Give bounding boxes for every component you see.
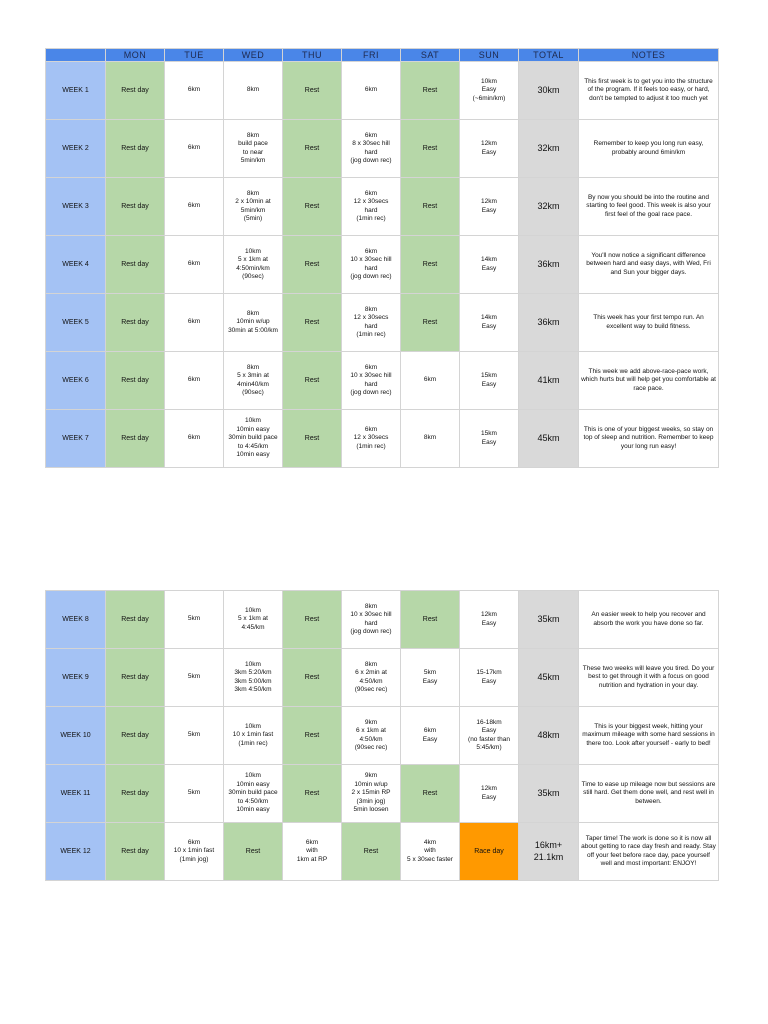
total-cell: 32km	[519, 120, 579, 178]
week-row	[46, 707, 719, 765]
notes-cell: This week has your first tempo run. An excellent way to build fitness.	[579, 294, 719, 352]
sun-cell: 12km Easy	[460, 765, 519, 823]
week-label: WEEK 8	[46, 591, 106, 649]
sat-cell: 6km	[401, 352, 460, 410]
sun-cell: 12km Easy	[460, 120, 519, 178]
notes-cell: Remember to keep you long run easy, probably around 6min/km	[579, 120, 719, 178]
thu-cell: Rest	[283, 707, 342, 765]
week-label: WEEK 7	[46, 410, 106, 468]
header-row	[46, 49, 719, 62]
header-thu: THU	[283, 49, 342, 62]
wed-cell: 8km 5 x 3min at 4min40/km (90sec)	[224, 352, 283, 410]
header-sat: SAT	[401, 49, 460, 62]
week-row	[46, 649, 719, 707]
mon-cell: Rest day	[106, 707, 165, 765]
mon-cell: Rest day	[106, 352, 165, 410]
tue-cell: 6km	[165, 62, 224, 120]
thu-cell: Rest	[283, 410, 342, 468]
total-cell: 35km	[519, 591, 579, 649]
thu-cell: Rest	[283, 236, 342, 294]
wed-cell: 10km 5 x 1km at 4:45/km	[224, 591, 283, 649]
week-label: WEEK 6	[46, 352, 106, 410]
sun-cell: 12km Easy	[460, 178, 519, 236]
total-cell: 45km	[519, 410, 579, 468]
fri-cell: 8km 10 x 30sec hill hard (jog down rec)	[342, 591, 401, 649]
sun-cell: 16-18km Easy (no faster than 5:45/km)	[460, 707, 519, 765]
sat-cell: Rest	[401, 120, 460, 178]
total-cell: 45km	[519, 649, 579, 707]
fri-cell: 9km 10min w/up 2 x 15min RP (3min jog) 5min loosen	[342, 765, 401, 823]
mon-cell: Rest day	[106, 649, 165, 707]
tue-cell: 6km	[165, 410, 224, 468]
week-label: WEEK 9	[46, 649, 106, 707]
tue-cell: 6km	[165, 120, 224, 178]
total-cell: 41km	[519, 352, 579, 410]
thu-cell: Rest	[283, 294, 342, 352]
fri-cell: 8km 12 x 30secs hard (1min rec)	[342, 294, 401, 352]
mon-cell: Rest day	[106, 823, 165, 881]
wed-cell: 10km 5 x 1km at 4:50min/km (90sec)	[224, 236, 283, 294]
mon-cell: Rest day	[106, 120, 165, 178]
fri-cell: 6km	[342, 62, 401, 120]
wed-cell: 10km 10min easy 30min build pace to 4:50/km 10min easy	[224, 765, 283, 823]
tue-cell: 6km	[165, 294, 224, 352]
week-row	[46, 236, 719, 294]
total-cell: 48km	[519, 707, 579, 765]
week-row	[46, 410, 719, 468]
tue-cell: 6km	[165, 352, 224, 410]
mon-cell: Rest day	[106, 591, 165, 649]
tue-cell: 6km	[165, 236, 224, 294]
sat-cell: Rest	[401, 236, 460, 294]
tue-cell: 6km	[165, 178, 224, 236]
mon-cell: Rest day	[106, 236, 165, 294]
notes-cell: Time to ease up mileage now but sessions are still hard. Get them done well, and rest well in between.	[579, 765, 719, 823]
sun-cell: 12km Easy	[460, 591, 519, 649]
wed-cell: 8km 2 x 10min at 5min/km (5min)	[224, 178, 283, 236]
header-wed: WED	[224, 49, 283, 62]
sun-cell: 10km Easy (~6min/km)	[460, 62, 519, 120]
mon-cell: Rest day	[106, 765, 165, 823]
tue-cell: 5km	[165, 649, 224, 707]
notes-cell: You'll now notice a significant difference between hard and easy days, with Wed, Fri and Sun your bigger days.	[579, 236, 719, 294]
sat-cell: 6km Easy	[401, 707, 460, 765]
week-label: WEEK 10	[46, 707, 106, 765]
total-cell: 16km+ 21.1km	[519, 823, 579, 881]
sun-cell: 15km Easy	[460, 410, 519, 468]
notes-cell: This is your biggest week, hitting your maximum mileage with some hard sessions in there too. Look after yourself - early to bed!	[579, 707, 719, 765]
fri-cell: 9km 6 x 1km at 4:50/km (90sec rec)	[342, 707, 401, 765]
notes-cell: This first week is to get you into the structure of the program. If it feels too easy, or hard, don't be tempted to adjust it too much yet	[579, 62, 719, 120]
week-row	[46, 294, 719, 352]
week-label: WEEK 1	[46, 62, 106, 120]
total-cell: 30km	[519, 62, 579, 120]
week-row	[46, 823, 719, 881]
sun-cell: 15km Easy	[460, 352, 519, 410]
total-cell: 32km	[519, 178, 579, 236]
fri-cell: Rest	[342, 823, 401, 881]
week-row	[46, 120, 719, 178]
header-tue: TUE	[165, 49, 224, 62]
header-notes: NOTES	[579, 49, 719, 62]
wed-cell: Rest	[224, 823, 283, 881]
sun-cell: 14km Easy	[460, 236, 519, 294]
thu-cell: Rest	[283, 352, 342, 410]
week-label: WEEK 12	[46, 823, 106, 881]
race-day-cell: Race day	[460, 823, 519, 881]
header-week	[46, 49, 106, 62]
thu-cell: Rest	[283, 178, 342, 236]
week-label: WEEK 5	[46, 294, 106, 352]
sat-cell: 4km with 5 x 30sec faster	[401, 823, 460, 881]
wed-cell: 8km build pace to near 5min/km	[224, 120, 283, 178]
tue-cell: 6km 10 x 1min fast (1min jog)	[165, 823, 224, 881]
fri-cell: 6km 10 x 30sec hill hard (jog down rec)	[342, 236, 401, 294]
thu-cell: 6km with 1km at RP	[283, 823, 342, 881]
notes-cell: These two weeks will leave you tired. Do your best to get through it with a focus on good nutrition and hydration in your day.	[579, 649, 719, 707]
fri-cell: 6km 12 x 30secs hard (1min rec)	[342, 178, 401, 236]
total-cell: 36km	[519, 236, 579, 294]
sat-cell: Rest	[401, 294, 460, 352]
sat-cell: Rest	[401, 178, 460, 236]
week-row	[46, 591, 719, 649]
fri-cell: 6km 8 x 30sec hill hard (jog down rec)	[342, 120, 401, 178]
week-row	[46, 352, 719, 410]
sat-cell: Rest	[401, 62, 460, 120]
header-mon: MON	[106, 49, 165, 62]
notes-cell: By now you should be into the routine and starting to feel good. This week is also your first feel of the goal race pace.	[579, 178, 719, 236]
tue-cell: 5km	[165, 591, 224, 649]
thu-cell: Rest	[283, 62, 342, 120]
fri-cell: 6km 12 x 30secs (1min rec)	[342, 410, 401, 468]
week-row	[46, 178, 719, 236]
thu-cell: Rest	[283, 591, 342, 649]
header-total: TOTAL	[519, 49, 579, 62]
wed-cell: 8km	[224, 62, 283, 120]
sat-cell: Rest	[401, 591, 460, 649]
training-plan-table-weeks-8-12	[45, 590, 719, 881]
wed-cell: 10km 3km 5:20/km 3km 5:00/km 3km 4:50/km	[224, 649, 283, 707]
wed-cell: 10km 10 x 1min fast (1min rec)	[224, 707, 283, 765]
sun-cell: 15-17km Easy	[460, 649, 519, 707]
sat-cell: 5km Easy	[401, 649, 460, 707]
wed-cell: 8km 10min w/up 30min at 5:00/km	[224, 294, 283, 352]
week-label: WEEK 2	[46, 120, 106, 178]
total-cell: 35km	[519, 765, 579, 823]
week-label: WEEK 3	[46, 178, 106, 236]
fri-cell: 8km 6 x 2min at 4:50/km (90sec rec)	[342, 649, 401, 707]
header-fri: FRI	[342, 49, 401, 62]
mon-cell: Rest day	[106, 178, 165, 236]
total-cell: 36km	[519, 294, 579, 352]
fri-cell: 6km 10 x 30sec hill hard (jog down rec)	[342, 352, 401, 410]
sat-cell: Rest	[401, 765, 460, 823]
sat-cell: 8km	[401, 410, 460, 468]
thu-cell: Rest	[283, 120, 342, 178]
mon-cell: Rest day	[106, 410, 165, 468]
week-label: WEEK 11	[46, 765, 106, 823]
week-row	[46, 62, 719, 120]
wed-cell: 10km 10min easy 30min build pace to 4:45/km 10min easy	[224, 410, 283, 468]
notes-cell: Taper time! The work is done so it is now all about getting to race day fresh and ready. Stay off your feet before race day, pace yourself well and most important: ENJOY!	[579, 823, 719, 881]
training-plan-table-weeks-1-7	[45, 48, 719, 468]
tue-cell: 5km	[165, 707, 224, 765]
week-label: WEEK 4	[46, 236, 106, 294]
mon-cell: Rest day	[106, 294, 165, 352]
week-row	[46, 765, 719, 823]
notes-cell: An easier week to help you recover and absorb the work you have done so far.	[579, 591, 719, 649]
thu-cell: Rest	[283, 649, 342, 707]
notes-cell: This is one of your biggest weeks, so stay on top of sleep and nutrition. Remember to keep your long run easy!	[579, 410, 719, 468]
header-sun: SUN	[460, 49, 519, 62]
thu-cell: Rest	[283, 765, 342, 823]
mon-cell: Rest day	[106, 62, 165, 120]
sun-cell: 14km Easy	[460, 294, 519, 352]
tue-cell: 5km	[165, 765, 224, 823]
notes-cell: This week we add above-race-pace work, which hurts but will help get you comfortable at race pace.	[579, 352, 719, 410]
